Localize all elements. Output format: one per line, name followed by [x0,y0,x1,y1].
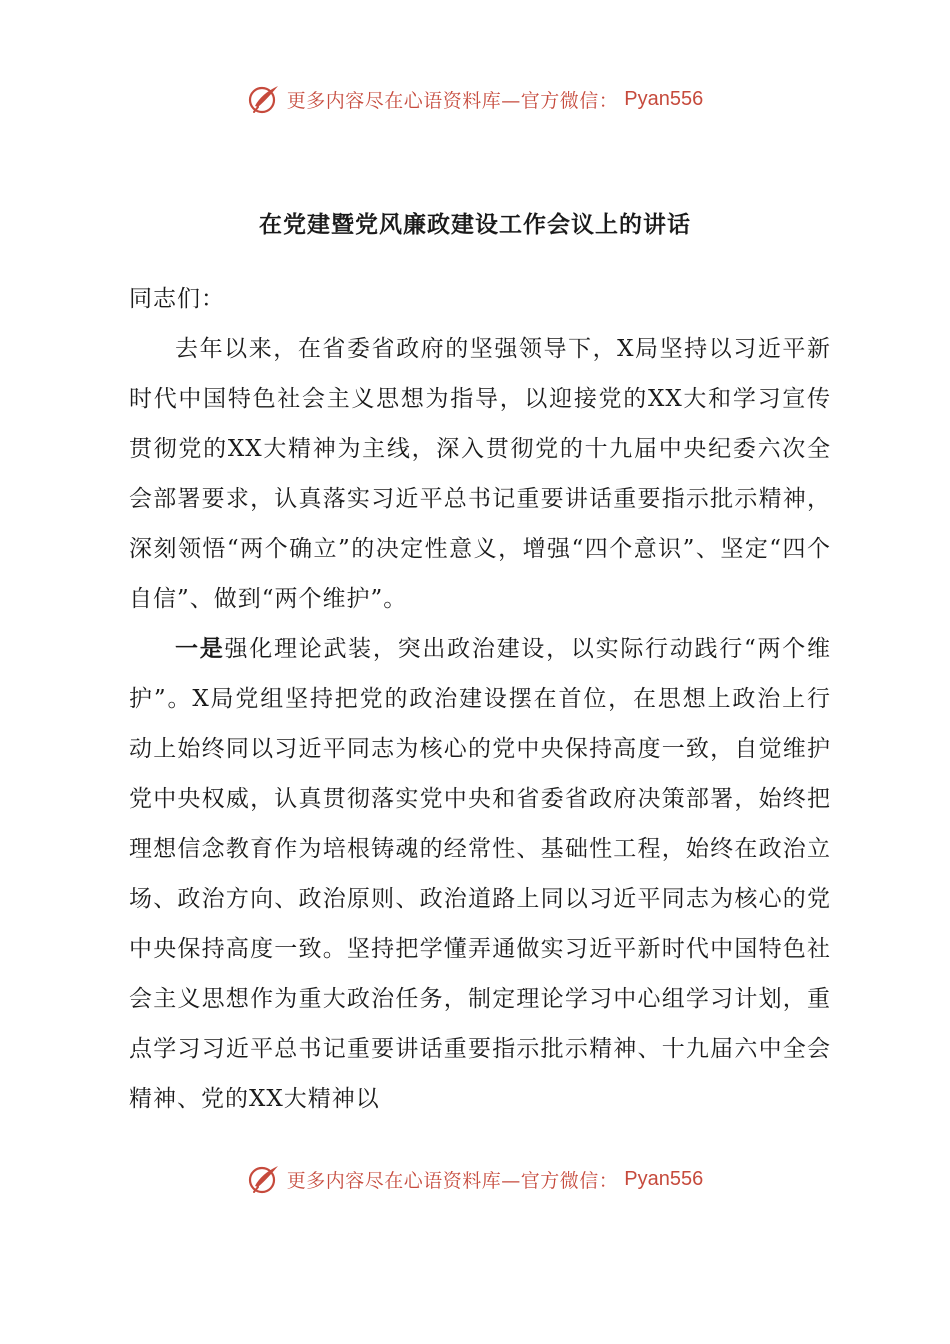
document-body [129,274,831,1124]
document-title: 在党建暨党风廉政建设工作会议上的讲话 [259,212,691,238]
paragraph-point-one [129,624,831,1124]
paragraph-intro: 去年以来，在省委省政府的坚强领导下，X局坚持以习近平新时代中国特色社会主义思想为指导，以迎接党的XX大和学习宣传贯彻党的XX大精神为主线，深入贯彻党的十九届中央纪委六次全会部署要求，认真落实习近平总书记重要讲话重要指示批示精神，深刻领悟“两个确立”的决定性意义，增强“四个意识”、坚定“四个自信”、做到“两个维护”。 [129,336,831,612]
point-one-lead: 一是 [175,635,225,662]
quill-logo-icon [247,1162,281,1196]
watermark-wechat-id: Pyan556 [624,1167,704,1190]
point-one-body: 强化理论武装，突出政治建设，以实际行动践行“两个维护”。X局党组坚持把党的政治建设摆在首位，在思想上政治上行动上始终同以习近平同志为核心的党中央保持高度一致，自觉维护党中央权威，认真贯彻落实党中央和省委省政府决策部署，始终把理想信念教育作为培根铸魂的经常性、基础性工程，始终在政治立场、政治方向、政治原则、政治道路上同以习近平同志为核心的党中央保持高度一致。坚持把学懂弄通做实习近平新时代中国特色社会主义思想作为重大政治任务，制定理论学习中心组学习计划，重点学习习近平总书记重要讲话重要指示批示精神、十九届六中全会精神、党的XX大精神以 [129,636,831,1112]
quill-logo-icon [247,82,281,116]
watermark-wechat-id: Pyan556 [624,87,704,110]
salutation: 同志们： [129,286,225,312]
watermark-text: 更多内容尽在心语资料库—官方微信： [286,1169,619,1192]
footer-watermark [0,1162,950,1196]
header-watermark [0,82,950,116]
watermark-text: 更多内容尽在心语资料库—官方微信： [286,89,619,112]
